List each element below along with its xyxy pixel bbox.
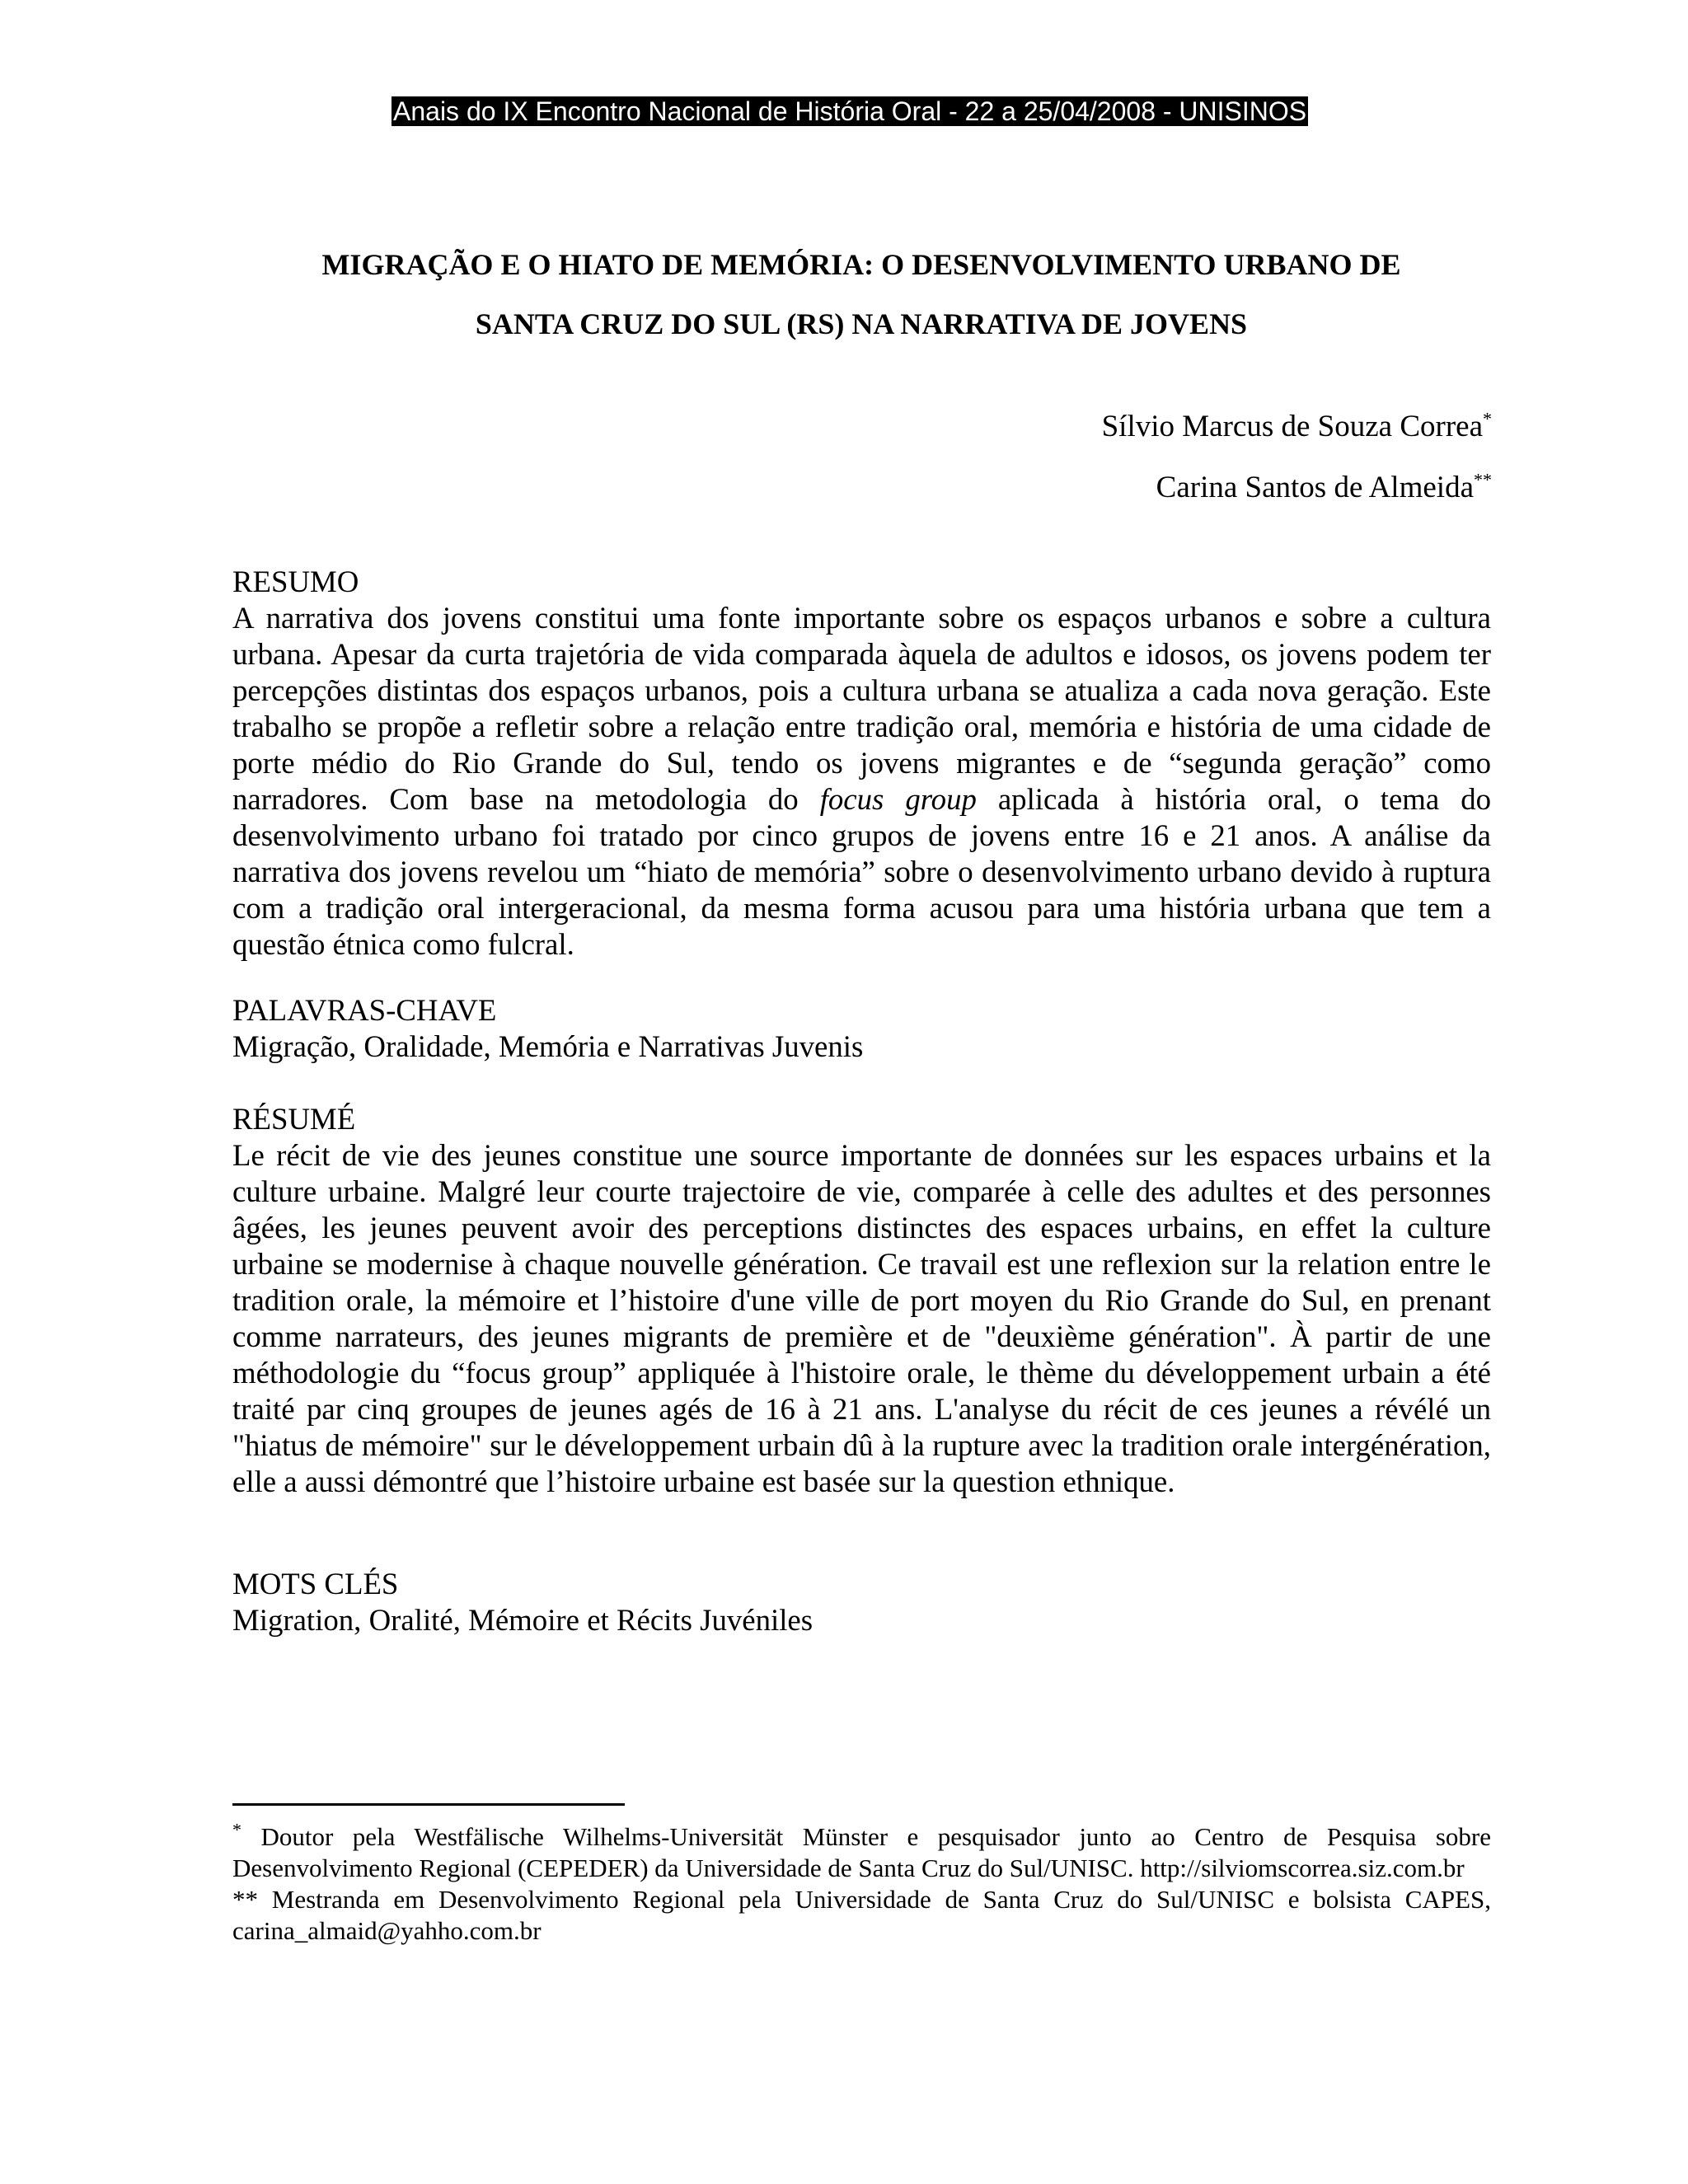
footnote-separator xyxy=(232,1803,625,1806)
abstract-text-part-1: A narrativa dos jovens constitui uma fonte importante sobre os espaços urbanos e sobre a cultura urbana. Apesar da curta trajetória de vida comparada àquela de adultos e idosos, os jovens podem ter percepções distintas dos espaços urbanos, pois a cultura urbana se atualiza a cada nova geração. Este trabalho se propõe a refletir sobre a relação entre tradição oral, memória e história de uma cidade de porte médio do Rio Grande do Sul, tendo os jovens migrantes e de “segunda geração” como narradores. Com base na metodologia do xyxy=(232,601,1491,816)
abstract-french xyxy=(232,1101,1491,1500)
author-2-footnote-marker: ** xyxy=(1474,469,1492,490)
resume-heading: RÉSUMÉ xyxy=(232,1102,356,1136)
footnote-2-text: Mestranda em Desenvolvimento Regional pela Universidade de Santa Cruz do Sul/UNISC e bolsista CAPES, carina_almaid@yahho.com.br xyxy=(232,1885,1492,1945)
footnotes xyxy=(232,1821,1491,1947)
abstract-portuguese xyxy=(232,564,1491,963)
author-1 xyxy=(1102,409,1492,445)
keywords-heading: PALAVRAS-CHAVE xyxy=(232,993,497,1027)
author-2-name: Carina Santos de Almeida xyxy=(1156,471,1474,504)
abstract-italic-term: focus group xyxy=(819,782,977,816)
author-1-footnote-marker: * xyxy=(1483,408,1492,429)
footnote-1-text: Doutor pela Westfälische Wilhelms-Universität Münster e pesquisador junto ao Centro de Pesquisa sobre Desenvolvimento Regional (CEPEDER) da Universidade de Santa Cruz do Sul/UNISC. http://silviomscorrea.siz.com.br xyxy=(232,1822,1491,1882)
mots-cles-heading: MOTS CLÉS xyxy=(232,1567,399,1601)
title-line-2: SANTA CRUZ DO SUL (RS) NA NARRATIVA DE JOVENS xyxy=(475,307,1248,340)
footnote-1 xyxy=(232,1821,1491,1884)
footnote-2-marker: ** xyxy=(232,1885,258,1914)
abstract-heading: RESUMO xyxy=(232,565,359,598)
mots-cles-list: Migration, Oralité, Mémoire et Récits Juvéniles xyxy=(232,1603,814,1637)
title-line-1: MIGRAÇÃO E O HIATO DE MEMÓRIA: O DESENVOLVIMENTO URBANO DE xyxy=(321,248,1401,281)
article-title xyxy=(231,235,1492,354)
keywords-french xyxy=(232,1566,1491,1638)
keywords-portuguese xyxy=(232,992,1491,1065)
author-1-name: Sílvio Marcus de Souza Correa xyxy=(1101,410,1483,443)
footnote-2 xyxy=(232,1884,1491,1947)
author-2 xyxy=(1156,470,1492,506)
footnote-1-marker: * xyxy=(232,1819,241,1840)
resume-body: Le récit de vie des jeunes constitue une source importante de données sur les espaces urbains et la culture urbaine. Malgré leur courte trajectoire de vie, comparée à celle des adultes et des personnes âgées, les jeunes peuvent avoir des perceptions distinctes des espaces urbains, en effet la culture urbaine se modernise à chaque nouvelle génération. Ce travail est une reflexion sur la relation entre le tradition orale, la mémoire et l’histoire d'une ville de port moyen du Rio Grande do Sul, en prenant comme narrateurs, des jeunes migrants de première et de "deuxième génération". À partir de une méthodologie du “focus group” appliquée à l'histoire orale, le thème du développement urbain a été traité par cinq groupes de jeunes agés de 16 à 21 ans. L'analyse du récit de ces jeunes a révélé un "hiatus de mémoire" sur le développement urbain dû à la rupture avec la tradition orale intergénération, elle a aussi démontré que l’histoire urbaine est basée sur la question ethnique. xyxy=(232,1138,1491,1498)
running-header: Anais do IX Encontro Nacional de História Oral - 22 a 25/04/2008 - UNISINOS xyxy=(393,96,1307,126)
abstract-text-part-2: aplicada à história oral, o tema do desenvolvimento urbano foi tratado por cinco grupos de jovens entre 16 e 21 anos. A análise da narrativa dos jovens revelou um “hiato de memória” sobre o desenvolvimento urbano devido à ruptura com a tradição oral intergeracional, da mesma forma acusou para uma história urbana que tem a questão étnica como fulcral. xyxy=(232,782,1492,961)
keywords-list: Migração, Oralidade, Memória e Narrativas Juvenis xyxy=(232,1029,864,1063)
abstract-body xyxy=(232,600,1491,963)
